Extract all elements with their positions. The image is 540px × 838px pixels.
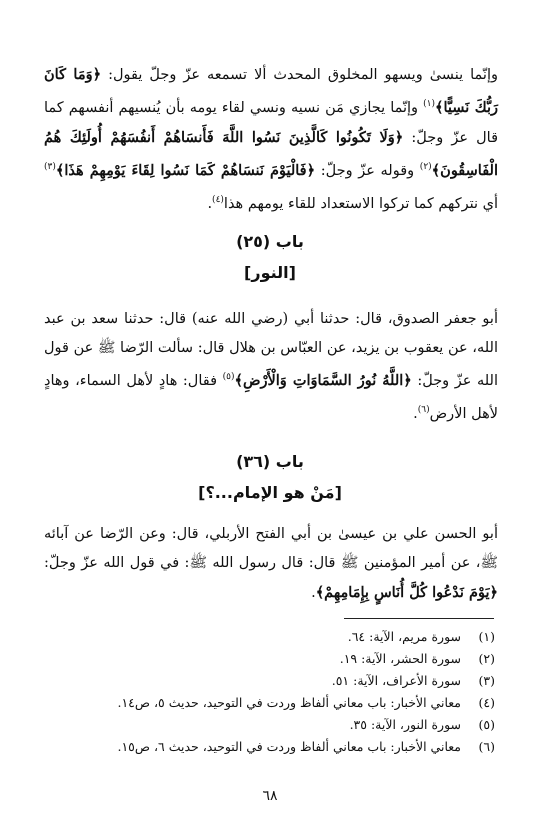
- footnote-item: [40, 670, 495, 692]
- footnote-item: [40, 648, 495, 670]
- text-run: أبو جعفر الصدوق، قال: حدثنا أبي (رضي الله عنه) قال: حدثنا سعد بن عبد الله، عن يعقوب بن يزيد، عن العبّاس بن هلال قال: سألت الرّضا ﷺ عن قول الله عزّ وجلّ:: [44, 311, 498, 389]
- paragraph-light: [44, 305, 498, 429]
- footnote-divider: [344, 618, 494, 619]
- quran-verse: ﴿اللَّهُ نُورُ السَّمَاوَاتِ وَالْأَرْضِ﴾: [234, 371, 412, 389]
- chapter-heading: باب (٢٥): [236, 232, 304, 251]
- footnote-ref: (٣): [44, 161, 56, 172]
- footnote-ref: (١): [423, 99, 435, 109]
- paragraph-imam: [44, 520, 498, 608]
- footnote-text: معاني الأخبار: باب معاني ألفاظ وردت في التوحيد، حديث ٥، ص١٤.: [117, 695, 461, 710]
- footnote-ref: (٥): [222, 372, 235, 382]
- text-run: وإنّما ينسىٰ ويسهو المخلوق المحدث ألا تسمعه عزّ وجلّ يقول:: [101, 67, 498, 83]
- text-run: فقال: هادٍ لأهل السماء، وهادٍ لأهل الأرض: [44, 372, 498, 422]
- footnote-item: [40, 714, 495, 736]
- quran-verse: ﴿يَوْمَ نَدْعُوا كُلَّ أُنَاسٍ بِإِمَامِهِمْ﴾: [315, 584, 498, 601]
- footnote-ref: (٢): [419, 161, 432, 172]
- footnote-number: (٢): [478, 651, 495, 666]
- footnote-text: سورة النور، الآية: ٣٥.: [349, 717, 461, 732]
- text-run: أبو الحسن علي بن عيسىٰ بن أبي الفتح الأربلي، قال: وعن الرّضا عن آبائه ﷺ، عن أمير المؤمنين ﷺ قال: قال رسول الله ﷺ: في قول الله عزّ وجلّ:: [44, 526, 498, 571]
- text-run: .: [207, 195, 213, 212]
- quran-verse: ﴿وَلَا تَكُونُوا كَالَّذِينَ نَسُوا اللَّهَ فَأَنسَاهُمْ أَنفُسَهُمْ أُولَئِكَ هُمُ الْفَاسِقُونَ﴾: [44, 128, 498, 179]
- footnote-text: سورة مريم، الآية: ٦٤.: [347, 629, 461, 644]
- footnote-ref: (٦): [417, 404, 430, 415]
- text-run: وقوله عزّ وجلّ:: [315, 162, 420, 179]
- text-run: وإنّما يجازي مَن نسيه ونسي لقاء يومه بأن يُنسيهم أنفسهم كما قال عزّ وجلّ:: [44, 99, 498, 146]
- chapter-title: [النور]: [244, 263, 296, 282]
- footnote-number: (٦): [478, 739, 495, 754]
- footnotes-list: [40, 626, 495, 758]
- footnote-item: [40, 736, 495, 758]
- text-run: .: [311, 585, 316, 601]
- footnote-item: [40, 692, 495, 714]
- footnote-text: معاني الأخبار: باب معاني ألفاظ وردت في التوحيد، حديث ٦، ص١٥.: [117, 739, 461, 754]
- footnote-item: [40, 626, 495, 648]
- footnote-number: (١): [478, 629, 495, 644]
- footnote-number: (٥): [478, 717, 495, 732]
- quran-verse: ﴿فَالْيَوْمَ نَنسَاهُمْ كَمَا نَسُوا لِقَاءَ يَوْمِهِمْ هَذَا﴾: [55, 161, 316, 179]
- chapter-heading: باب (٣٦): [236, 452, 304, 471]
- footnote-number: (٣): [478, 673, 495, 688]
- footnote-number: (٤): [478, 695, 495, 710]
- quran-verse: ﴿وَمَا كَانَ رَبُّكَ نَسِيًّا﴾: [44, 66, 498, 116]
- footnote-text: سورة الأعراف، الآية: ٥١.: [331, 673, 461, 688]
- text-run: أي نتركهم كما تركوا الاستعداد للقاء يومهم هذا: [223, 195, 498, 212]
- footnote-text: سورة الحشر، الآية: ١٩.: [339, 651, 461, 666]
- text-run: .: [413, 405, 418, 422]
- chapter-title: [مَنْ هو الإمام...؟]: [198, 483, 342, 502]
- paragraph-forgetting: [44, 60, 498, 218]
- footnote-ref: (٤): [212, 194, 224, 205]
- page-number: ٦٨: [262, 788, 278, 804]
